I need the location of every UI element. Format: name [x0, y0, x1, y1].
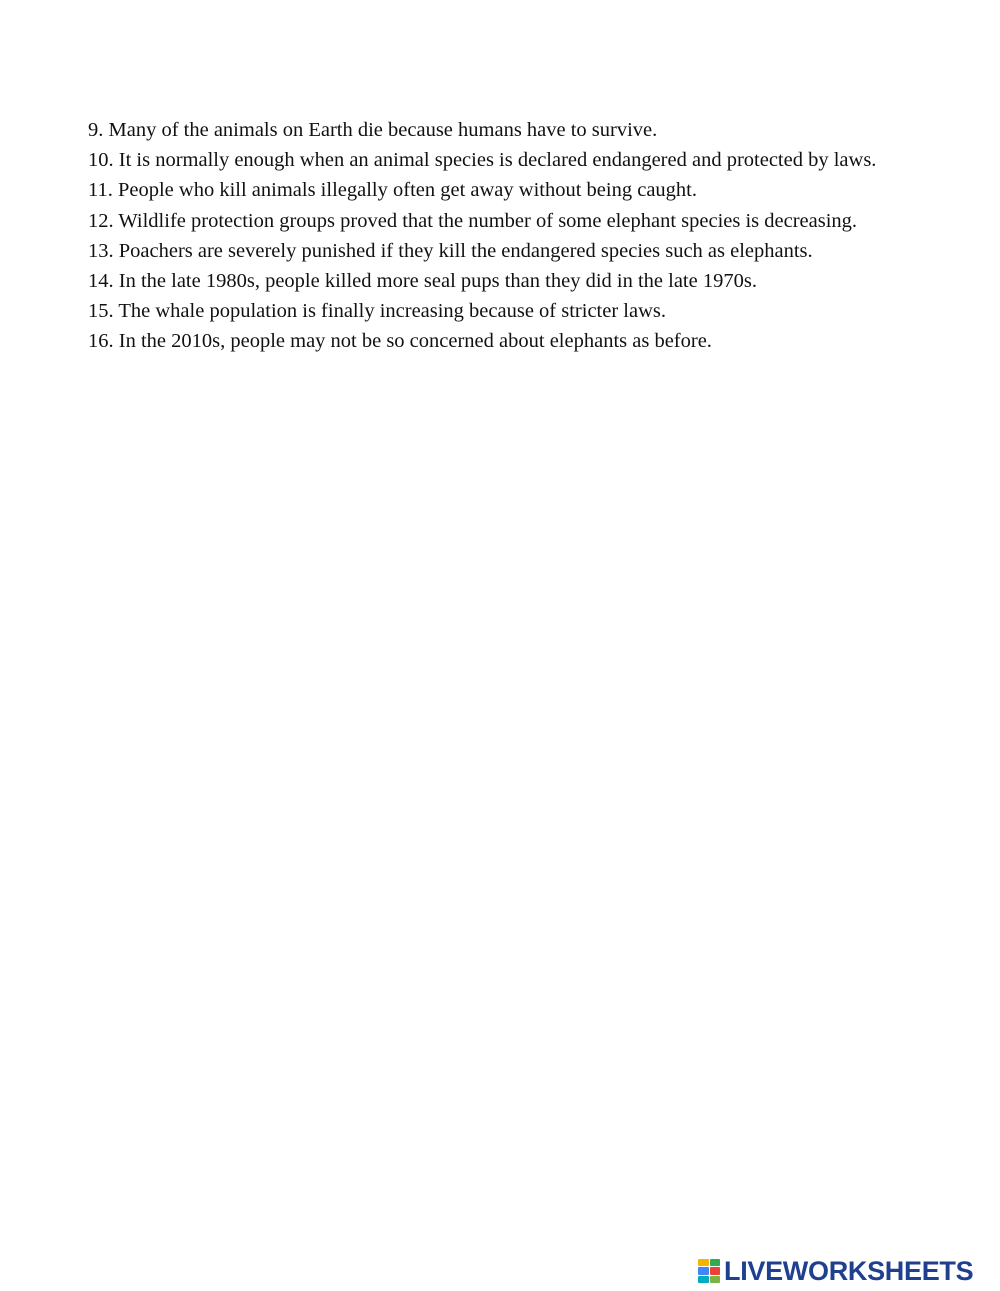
statement-16: 16. In the 2010s, people may not be so concerned about elephants as before. [88, 330, 712, 353]
statement-15: 15. The whale population is finally increasing because of stricter laws. [88, 300, 667, 323]
statement-14: 14. In the late 1980s, people killed more seal pups than they did in the late 1970s. [88, 270, 757, 293]
statement-11: 11. People who kill animals illegally often get away without being caught. [88, 179, 697, 202]
statement-12: 12. Wildlife protection groups proved that the number of some elephant species is decreasing. [88, 209, 858, 232]
statement-13: 13. Poachers are severely punished if they kill the endangered species such as elephants. [88, 239, 813, 262]
statement-9: 9. Many of the animals on Earth die because humans have to survive. [88, 119, 658, 141]
statement-list [88, 115, 910, 357]
liveworksheets-watermark [698, 1256, 973, 1286]
statement-10: 10. It is normally enough when an animal species is declared endangered and protected by laws. [88, 149, 877, 172]
brand-name: LIVEWORKSHEETS [724, 1256, 974, 1286]
liveworksheets-logo-icon [698, 1259, 720, 1283]
